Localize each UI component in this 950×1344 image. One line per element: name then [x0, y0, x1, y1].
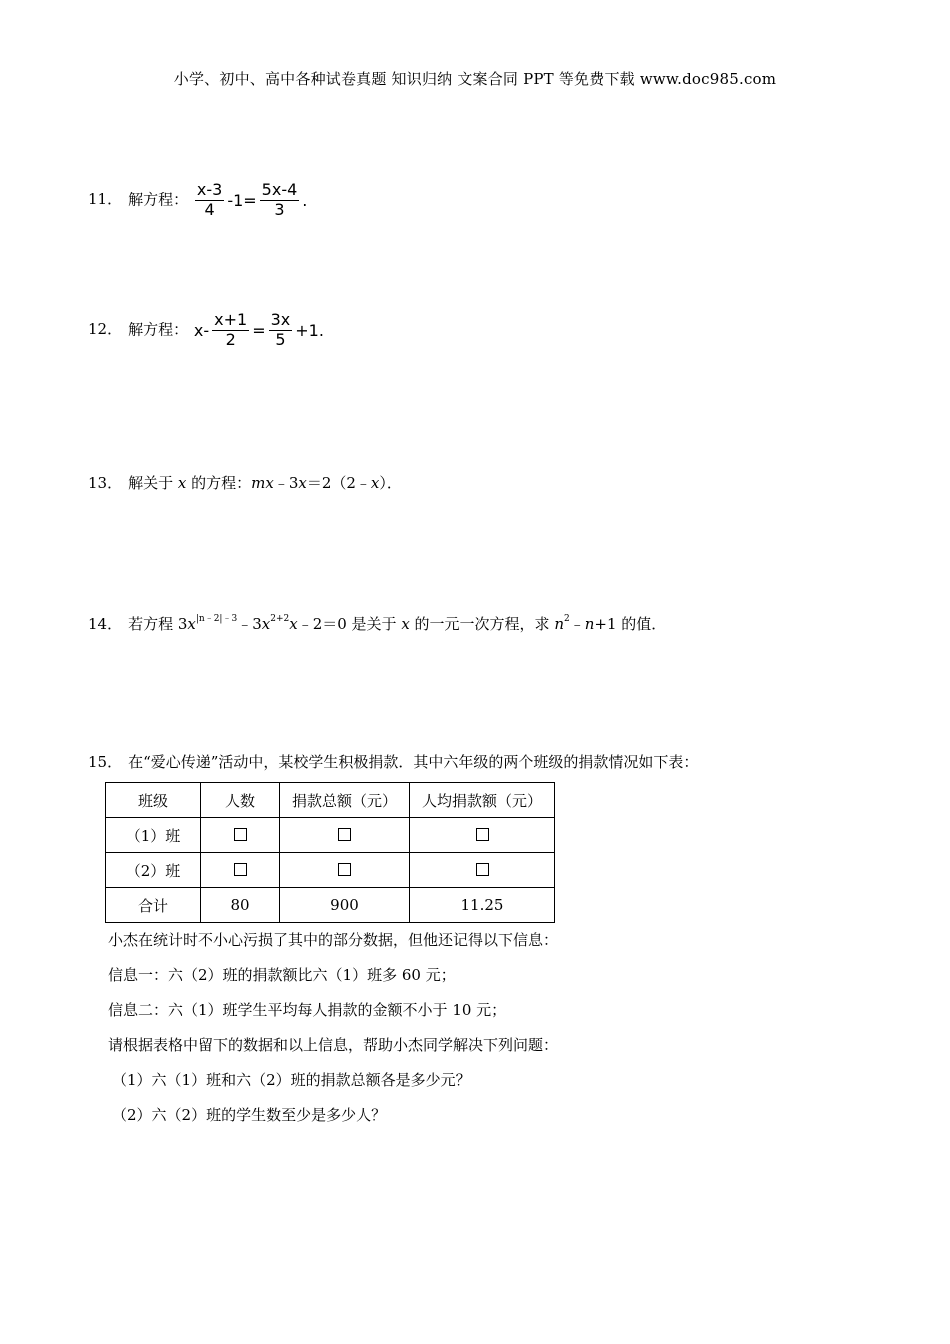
problem-number: 14．: [88, 615, 123, 633]
problem-11: [88, 182, 308, 219]
operator: -1=: [227, 190, 257, 210]
blank-box-icon: [338, 828, 351, 841]
operator: =: [252, 320, 266, 340]
variable: x: [177, 474, 187, 492]
donation-table: [105, 782, 555, 923]
question-2: （2）六（2）班的学生数至少是多少人？: [112, 1106, 387, 1124]
table-row: [106, 818, 555, 853]
numerator: x-3: [196, 180, 223, 199]
text: 若方程 3: [128, 615, 188, 633]
info-two: 信息二：六（1）班学生平均每人捐款的金额不小于 10 元；: [108, 1001, 507, 1019]
denominator: 5: [275, 329, 286, 349]
problem-number: 12．: [88, 320, 123, 339]
equation: [193, 312, 325, 349]
table-cell-blank: [280, 818, 410, 853]
table-row: [106, 888, 555, 923]
problem-15: [88, 751, 698, 772]
table-header-row: [106, 783, 555, 818]
variable: x: [289, 615, 298, 633]
numerator: 5x-4: [261, 180, 298, 199]
table-header-cell: 班级: [106, 783, 201, 818]
table-cell-blank: [201, 818, 280, 853]
text: ﹣: [569, 615, 585, 633]
exponent: 2+2: [270, 614, 290, 624]
fraction: [269, 312, 293, 349]
table-header-cell: 人均捐款额（元）: [410, 783, 555, 818]
blank-box-icon: [234, 863, 247, 876]
blank-box-icon: [476, 828, 489, 841]
denominator: 2: [225, 329, 236, 349]
variable: x: [187, 615, 196, 633]
table-cell: 900: [280, 888, 410, 923]
table-cell-blank: [410, 818, 555, 853]
table-cell-blank: [410, 853, 555, 888]
variable: n: [554, 615, 564, 633]
table-header-cell: 人数: [201, 783, 280, 818]
table-cell: 合计: [106, 888, 201, 923]
text: ﹣2＝0 是关于: [297, 615, 402, 633]
denominator: 3: [274, 199, 285, 219]
question-prompt: 请根据表格中留下的数据和以上信息，帮助小杰同学解决下列问题：: [108, 1036, 559, 1054]
problem-number: 11．: [88, 190, 123, 209]
problem-stem: 在“爱心传递”活动中，某校学生积极捐款．其中六年级的两个班级的捐款情况如下表：: [128, 753, 699, 771]
numerator: 3x: [270, 310, 291, 329]
variable: x: [298, 474, 307, 492]
variable: x: [261, 615, 271, 633]
blank-box-icon: [476, 863, 489, 876]
table-cell: （2）班: [106, 853, 201, 888]
info-intro: 小杰在统计时不小心污损了其中的部分数据，但他还记得以下信息：: [108, 931, 559, 949]
variable: n: [584, 615, 595, 633]
text: ﹣3: [273, 474, 299, 492]
text: 解关于: [128, 474, 178, 492]
problem-13: [88, 472, 402, 493]
problem-number: 13．: [88, 474, 123, 492]
problem-stem: 解方程：: [128, 320, 189, 339]
problem-12: [88, 312, 325, 349]
blank-box-icon: [338, 863, 351, 876]
operator: .: [302, 190, 308, 210]
exponent: |n﹣2|﹣3: [195, 614, 238, 624]
table-cell-blank: [201, 853, 280, 888]
problem-number: 15．: [88, 753, 123, 771]
denominator: 4: [204, 199, 215, 219]
equation: [193, 182, 308, 219]
table-row: [106, 853, 555, 888]
info-one: 信息一：六（2）班的捐款额比六（1）班多 60 元；: [108, 966, 456, 984]
text: +1 的值．: [594, 615, 667, 633]
text: 的一元一次方程，求: [409, 615, 555, 633]
text: ＝2（2﹣: [306, 474, 371, 492]
exponent: 2: [564, 614, 570, 624]
fraction: [260, 182, 300, 219]
table-cell: 80: [201, 888, 280, 923]
fraction: [212, 312, 249, 349]
table-cell: 11.25: [410, 888, 555, 923]
operator: x-: [193, 320, 210, 340]
question-1: （1）六（1）班和六（2）班的捐款总额各是多少元？: [112, 1071, 471, 1089]
page-header: 小学、初中、高中各种试卷真题 知识归纳 文案合同 PPT 等免费下载 www.doc985.com: [173, 70, 777, 88]
problem-stem: 解方程：: [128, 190, 189, 209]
table-cell-blank: [280, 853, 410, 888]
text: ﹣3: [237, 615, 262, 633]
numerator: x+1: [214, 310, 248, 329]
blank-box-icon: [234, 828, 247, 841]
fraction: [195, 182, 224, 219]
problem-14: [88, 611, 666, 634]
table-header-cell: 捐款总额（元）: [280, 783, 410, 818]
variable: x: [370, 474, 380, 492]
operator: +1.: [295, 320, 324, 340]
variable: mx: [251, 474, 274, 492]
variable: x: [401, 615, 410, 633]
table-cell: （1）班: [106, 818, 201, 853]
text: 的方程：: [186, 474, 252, 492]
text: ）．: [379, 474, 402, 492]
